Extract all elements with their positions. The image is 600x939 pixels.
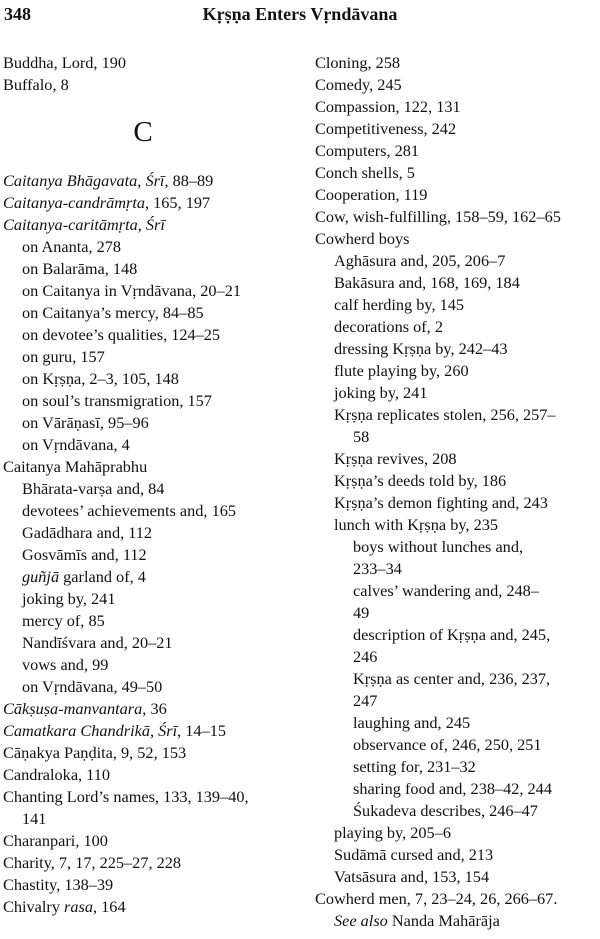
index-subentry (315, 448, 600, 470)
index-column-right (315, 52, 600, 932)
index-entry (315, 52, 600, 74)
index-subentry (315, 844, 600, 866)
index-subentry (315, 734, 600, 756)
entry-text: setting for, 231–32 (353, 757, 476, 776)
entry-text: 233–34 (353, 559, 402, 578)
entry-text: mercy of, 85 (22, 611, 105, 630)
entry-text: Bakāsura and, 168, 169, 184 (334, 273, 520, 292)
index-subentry (315, 822, 600, 844)
entry-text: laughing and, 245 (353, 713, 471, 732)
entry-text-italic: rasa (64, 897, 94, 916)
page-header (0, 0, 600, 30)
index-subentry (3, 676, 300, 698)
index-entry (3, 830, 300, 852)
entry-text: Kṛṣṇa’s deeds told by, 186 (334, 471, 507, 490)
index-entries-c-right (315, 52, 600, 932)
index-subentry (3, 500, 300, 522)
index-subentry (315, 250, 600, 272)
entry-text: Computers, 281 (315, 141, 420, 160)
index-subentry (3, 544, 300, 566)
index-subentry (3, 654, 300, 676)
index-column-left (3, 52, 300, 918)
entry-text: description of Kṛṣṇa and, 245, (353, 625, 551, 644)
index-entry (3, 192, 300, 214)
entry-text: Cloning, 258 (315, 53, 401, 72)
index-subentry (3, 808, 300, 830)
entry-text: calf herding by, 145 (334, 295, 465, 314)
index-subentry (3, 302, 300, 324)
entry-text-italic: Caitanya-caritāmṛta, Śrī (3, 215, 165, 234)
index-entry (3, 786, 300, 808)
index-entry (3, 852, 300, 874)
entry-text: Cow, wish-fulfilling, 158–59, 162–65 (315, 207, 561, 226)
entry-text: garland of, 4 (59, 567, 146, 586)
index-subentry (315, 866, 600, 888)
entry-text: Cāṇakya Paṇḍita, 9, 52, 153 (3, 743, 187, 762)
entry-text: on Caitanya in Vṛndāvana, 20–21 (22, 281, 241, 300)
index-entry (3, 896, 300, 918)
entry-text: , 164 (93, 897, 126, 916)
entry-text: Cowherd men, 7, 23–24, 26, 266–67. (315, 889, 558, 908)
index-entry (315, 140, 600, 162)
entry-text-italic: Camatkara Chandrikā, Śrī (3, 721, 178, 740)
index-entry (315, 74, 600, 96)
index-subentry (315, 360, 600, 382)
index-subentry (315, 668, 600, 690)
entry-text: Kṛṣṇa as center and, 236, 237, (353, 669, 551, 688)
section-letter: C (133, 116, 153, 148)
index-subentry (3, 346, 300, 368)
entry-text: joking by, 241 (22, 589, 116, 608)
entry-text: Candraloka, 110 (3, 765, 111, 784)
index-subentry (315, 602, 600, 624)
entry-text: , 36 (142, 699, 167, 718)
entry-text: Gadādhara and, 112 (22, 523, 153, 542)
index-entry (3, 698, 300, 720)
index-subentry (3, 632, 300, 654)
entry-text: on Vṛndāvana, 4 (22, 435, 130, 454)
entry-text: boys without lunches and, (353, 537, 524, 556)
index-entry (3, 456, 300, 478)
index-subentry (3, 324, 300, 346)
index-entry (3, 874, 300, 896)
index-subentry (3, 610, 300, 632)
entry-text: Comedy, 245 (315, 75, 402, 94)
entry-text: calves’ wandering and, 248– (353, 581, 539, 600)
entry-text: vows and, 99 (22, 655, 109, 674)
index-entries-c-left (3, 170, 300, 918)
entry-text: 247 (353, 691, 378, 710)
entry-text: Kṛṣṇa revives, 208 (334, 449, 457, 468)
entry-text: Vatsāsura and, 153, 154 (334, 867, 490, 886)
entry-text: observance of, 246, 250, 251 (353, 735, 542, 754)
index-subentry (315, 514, 600, 536)
entry-text: 58 (353, 427, 370, 446)
entry-text: sharing food and, 238–42, 244 (353, 779, 552, 798)
entry-text: Buddha, Lord, 190 (3, 53, 126, 72)
index-entry (315, 206, 600, 228)
running-title: Kṛṣṇa Enters Vṛndāvana (202, 4, 398, 24)
entry-text: flute playing by, 260 (334, 361, 469, 380)
index-subentry (315, 712, 600, 734)
index-subentry (315, 404, 600, 426)
index-subentry (3, 280, 300, 302)
entry-text: Kṛṣṇa’s demon fighting and, 243 (334, 493, 548, 512)
entry-text: Chanting Lord’s names, 133, 139–40, (3, 787, 249, 806)
index-entry (315, 184, 600, 206)
entry-text: , 88–89 (164, 171, 214, 190)
index-entries-b (3, 52, 300, 96)
index-subentry (3, 588, 300, 610)
index-subentry (3, 390, 300, 412)
entry-text-italic: Caitanya-candrāmṛta (3, 193, 145, 212)
entry-text: playing by, 205–6 (334, 823, 451, 842)
entry-text: joking by, 241 (334, 383, 428, 402)
index-entry (3, 720, 300, 742)
entry-text: Competitiveness, 242 (315, 119, 457, 138)
index-subentry (3, 412, 300, 434)
index-entry (3, 742, 300, 764)
index-subentry (315, 382, 600, 404)
entry-text: on Balarāma, 148 (22, 259, 138, 278)
index-entry (315, 228, 600, 250)
index-subentry (315, 910, 600, 932)
index-subentry (315, 536, 600, 558)
index-entry (3, 52, 300, 74)
entry-text: , 165, 197 (145, 193, 211, 212)
entry-text: Cooperation, 119 (315, 185, 428, 204)
index-subentry (315, 316, 600, 338)
entry-text: Gosvāmīs and, 112 (22, 545, 147, 564)
entry-text: Kṛṣṇa replicates stolen, 256, 257– (334, 405, 556, 424)
entry-text: on Vārāṇasī, 95–96 (22, 413, 149, 432)
index-entry (315, 118, 600, 140)
entry-text: Sudāmā cursed and, 213 (334, 845, 494, 864)
entry-text: on Caitanya’s mercy, 84–85 (22, 303, 204, 322)
entry-text-italic: Cākṣuṣa-manvantara (3, 699, 143, 718)
index-subentry (315, 338, 600, 360)
index-subentry (3, 236, 300, 258)
entry-text: on soul’s transmigration, 157 (22, 391, 212, 410)
index-subentry (315, 778, 600, 800)
index-entry (3, 170, 300, 192)
index-entry (315, 162, 600, 184)
entry-text: lunch with Kṛṣṇa by, 235 (334, 515, 498, 534)
index-entry (315, 888, 600, 910)
index-subentry (315, 800, 600, 822)
index-subentry (315, 492, 600, 514)
index-subentry (315, 272, 600, 294)
entry-text: decorations of, 2 (334, 317, 443, 336)
index-subentry (315, 426, 600, 448)
entry-text: Chivalry (3, 897, 65, 916)
entry-text: Compassion, 122, 131 (315, 97, 461, 116)
entry-text: on Kṛṣṇa, 2–3, 105, 148 (22, 369, 179, 388)
entry-text: dressing Kṛṣṇa by, 242–43 (334, 339, 508, 358)
entry-text: on Vṛndāvana, 49–50 (22, 677, 163, 696)
entry-text: Nandīśvara and, 20–21 (22, 633, 173, 652)
page-number: 348 (4, 4, 31, 24)
entry-text: devotees’ achievements and, 165 (22, 501, 236, 520)
entry-text: Chastity, 138–39 (3, 875, 114, 894)
entry-text: on devotee’s qualities, 124–25 (22, 325, 221, 344)
entry-text-italic: Caitanya Bhāgavata, Śrī (3, 171, 165, 190)
index-subentry (315, 470, 600, 492)
entry-text: Charanpari, 100 (3, 831, 108, 850)
entry-text: , 14–15 (177, 721, 226, 740)
index-entry (3, 214, 300, 236)
index-entry (3, 764, 300, 786)
entry-text: Cowherd boys (315, 229, 410, 248)
index-entry (3, 74, 300, 96)
index-subentry (3, 434, 300, 456)
index-subentry (3, 566, 300, 588)
index-subentry (315, 756, 600, 778)
index-subentry (3, 522, 300, 544)
entry-text: 246 (353, 647, 378, 666)
entry-text: Nanda Mahārāja (387, 911, 500, 930)
index-subentry (3, 368, 300, 390)
entry-text: Charity, 7, 17, 225–27, 228 (3, 853, 182, 872)
entry-text: on Ananta, 278 (22, 237, 122, 256)
entry-text: on guru, 157 (22, 347, 105, 366)
entry-text: Bhārata-varṣa and, 84 (22, 479, 165, 498)
entry-text: Caitanya Mahāprabhu (3, 457, 148, 476)
index-entry (315, 96, 600, 118)
entry-text: Aghāsura and, 205, 206–7 (334, 251, 506, 270)
index-subentry (3, 258, 300, 280)
entry-text-italic: See also (334, 911, 388, 930)
index-subentry (315, 624, 600, 646)
index-subentry (315, 558, 600, 580)
entry-text-italic: guñjā (22, 567, 60, 586)
index-subentry (315, 580, 600, 602)
entry-text: Conch shells, 5 (315, 163, 415, 182)
index-subentry (3, 478, 300, 500)
entry-text: Śukadeva describes, 246–47 (353, 801, 538, 820)
entry-text: 141 (22, 809, 47, 828)
index-subentry (315, 646, 600, 668)
index-subentry (315, 690, 600, 712)
entry-text: Buffalo, 8 (3, 75, 69, 94)
index-subentry (315, 294, 600, 316)
entry-text: 49 (353, 603, 370, 622)
